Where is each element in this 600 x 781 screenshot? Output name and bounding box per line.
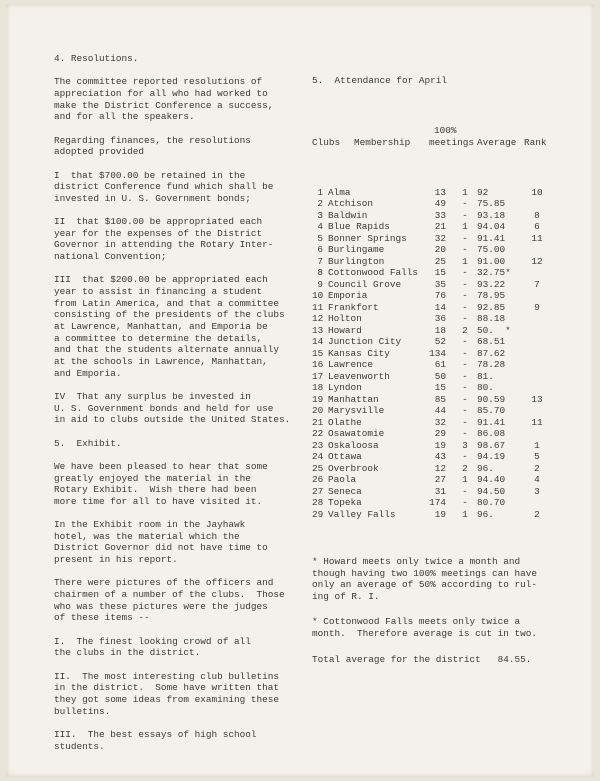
cell-meet: 2	[462, 462, 468, 474]
cell-mem: 15	[434, 267, 446, 279]
cell-avg: 78.95	[477, 290, 506, 302]
cell-rank: 4	[534, 474, 540, 486]
table-row	[312, 348, 572, 360]
cell-mem: 134	[429, 347, 446, 359]
cell-meet: -	[462, 244, 468, 256]
cell-num: 27	[312, 485, 324, 497]
cell-mem: 52	[434, 336, 446, 348]
table-row	[312, 394, 572, 406]
attendance-table	[312, 187, 572, 521]
cell-mem: 32	[434, 416, 446, 428]
cell-avg: 93.22	[477, 278, 506, 290]
cell-name: Ottawa	[328, 451, 362, 463]
cell-rank: 1	[534, 439, 540, 451]
cell-avg: 91.41	[477, 416, 506, 428]
cell-name: Alma	[328, 186, 351, 198]
cell-num: 20	[312, 405, 324, 417]
cell-name: Lyndon	[328, 382, 362, 394]
table-row	[312, 210, 572, 222]
cell-mem: 12	[434, 462, 446, 474]
table-row	[312, 371, 572, 383]
cell-avg: 75.85	[477, 198, 506, 210]
cell-meet: -	[462, 497, 468, 509]
cell-rank: 3	[534, 485, 540, 497]
cell-avg: 86.08	[477, 428, 506, 440]
paragraph: The committee reported resolutions of appreciation for all who had worked to make the District Conference a success, and for all the speakers.	[54, 76, 274, 123]
table-row	[312, 325, 572, 337]
cell-meet: -	[462, 209, 468, 221]
cell-num: 26	[312, 474, 324, 486]
cell-name: Council Grove	[328, 278, 402, 290]
table-header	[312, 109, 572, 165]
table-row	[312, 417, 572, 429]
cell-name: Baldwin	[328, 209, 368, 221]
paragraph: 5. Exhibit.	[54, 437, 122, 449]
cell-num: 7	[317, 255, 323, 267]
cell-meet: -	[462, 416, 468, 428]
paragraph: 4. Resolutions.	[54, 53, 139, 64]
cell-num: 2	[317, 198, 323, 210]
cell-name: Blue Rapids	[328, 221, 390, 233]
cell-meet: -	[462, 405, 468, 417]
cell-avg: 98.67	[477, 439, 506, 451]
paragraph: There were pictures of the officers and chairmen of a number of the clubs. Those who was these pictures were the judges of these items --	[54, 577, 285, 624]
cell-num: 15	[312, 347, 324, 359]
cell-num: 16	[312, 359, 324, 371]
footnotes	[312, 556, 572, 665]
cell-name: Lawrence	[328, 359, 374, 371]
cell-mem: 174	[429, 497, 446, 509]
cell-meet: -	[462, 198, 468, 210]
table-row	[312, 233, 572, 245]
cell-meet: -	[462, 359, 468, 371]
cell-name: Cottonwood Falls	[328, 267, 419, 279]
cell-mem: 85	[434, 393, 446, 405]
cell-name: Topeka	[328, 497, 362, 509]
cell-avg: 78.28	[477, 359, 506, 371]
cell-num: 12	[312, 313, 324, 325]
cell-avg: 92.85	[477, 301, 506, 313]
paragraph: II. The most interesting club bulletins in the district. Some have written that they got some ideas from examining these bulletins.	[54, 670, 280, 717]
cell-num: 19	[312, 393, 324, 405]
cell-meet: 2	[462, 324, 468, 336]
cell-num: 24	[312, 451, 324, 463]
cell-mem: 31	[434, 485, 446, 497]
cell-mem: 19	[434, 508, 446, 520]
cell-name: Kansas City	[328, 347, 390, 359]
cell-avg: 85.70	[477, 405, 506, 417]
cell-num: 18	[312, 382, 324, 394]
table-row	[312, 440, 572, 452]
cell-mem: 20	[434, 244, 446, 256]
cell-rank: 13	[531, 393, 543, 405]
cell-meet: -	[462, 485, 468, 497]
cell-rank: 12	[531, 255, 543, 267]
table-row	[312, 198, 572, 210]
cell-name: Valley Falls	[328, 508, 396, 520]
cell-meet: -	[462, 382, 468, 394]
cell-num: 13	[312, 324, 324, 336]
table-row	[312, 313, 572, 325]
cell-num: 23	[312, 439, 324, 451]
cell-mem: 76	[434, 290, 446, 302]
left-column	[54, 53, 290, 764]
cell-name: Leavenworth	[328, 370, 390, 382]
table-row	[312, 428, 572, 440]
table-row	[312, 359, 572, 371]
cell-num: 17	[312, 370, 324, 382]
cell-mem: 29	[434, 428, 446, 440]
table-row	[312, 302, 572, 314]
header-membership: Membership	[354, 136, 411, 148]
cell-meet: 3	[462, 439, 468, 451]
table-row	[312, 244, 572, 256]
cell-num: 11	[312, 301, 324, 313]
cell-avg: 88.18	[477, 313, 506, 325]
cell-rank: 11	[531, 416, 543, 428]
cell-meet: -	[462, 370, 468, 382]
cell-avg: 32.75*	[477, 267, 511, 279]
cell-rank: 7	[534, 278, 540, 290]
cell-name: Paola	[328, 474, 357, 486]
cell-meet: -	[462, 290, 468, 302]
cell-avg: 94.19	[477, 451, 506, 463]
cell-num: 28	[312, 497, 324, 509]
cell-meet: -	[462, 278, 468, 290]
header-100-percent: 100%	[434, 124, 457, 136]
cell-mem: 32	[434, 232, 446, 244]
cell-name: Overbrook	[328, 462, 379, 474]
cell-avg: 96.	[477, 508, 494, 520]
cell-mem: 19	[434, 439, 446, 451]
cell-meet: 1	[462, 508, 468, 520]
paragraph: I that $700.00 be retained in the district Conference fund which shall be invested in U. S. Government bonds;	[54, 169, 274, 204]
cell-num: 6	[317, 244, 323, 256]
cell-avg: 80.	[477, 382, 494, 394]
table-row	[312, 486, 572, 498]
cell-name: Burlington	[328, 255, 385, 267]
cell-meet: -	[462, 313, 468, 325]
cell-name: Marysville	[328, 405, 385, 417]
cell-avg: 91.41	[477, 232, 506, 244]
cell-rank: 5	[534, 451, 540, 463]
footnote: * Cottonwood Falls meets only twice a month. Therefore average is cut in two.	[312, 616, 538, 640]
cell-mem: 33	[434, 209, 446, 221]
table-row	[312, 405, 572, 417]
cell-num: 1	[317, 186, 323, 198]
table-row	[312, 279, 572, 291]
total-average: Total average for the district 84.55.	[312, 653, 532, 665]
paragraph: III that $200.00 be appropriated each year to assist in financing a student from Latin America, and that a committee consisting of the presidents of the clubs at Lawrence, Manhattan, and Emporia be a committee to determine the details, and that the students alternate annually at the schools in Lawrence, Manhattan, and Emporia.	[54, 274, 285, 379]
cell-name: Atchison	[328, 198, 374, 210]
cell-rank: 2	[534, 508, 540, 520]
cell-avg: 93.18	[477, 209, 506, 221]
paragraph: In the Exhibit room in the Jayhawk hotel, was the material which the District Governor did not have time to present in his report.	[54, 519, 268, 566]
cell-mem: 27	[434, 474, 446, 486]
cell-mem: 43	[434, 451, 446, 463]
cell-avg: 94.50	[477, 485, 506, 497]
attendance-title: 5. Attendance for April	[312, 75, 448, 86]
cell-avg: 87.62	[477, 347, 506, 359]
cell-rank: 6	[534, 221, 540, 233]
cell-name: Oskaloosa	[328, 439, 379, 451]
cell-mem: 14	[434, 301, 446, 313]
header-meetings: meetings	[429, 136, 475, 148]
header-clubs: Clubs	[312, 136, 341, 148]
cell-mem: 15	[434, 382, 446, 394]
cell-mem: 21	[434, 221, 446, 233]
cell-num: 29	[312, 508, 324, 520]
cell-num: 5	[317, 232, 323, 244]
cell-avg: 75.00	[477, 244, 506, 256]
cell-rank: 10	[531, 186, 543, 198]
cell-mem: 13	[434, 186, 446, 198]
paragraph: Regarding finances, the resolutions adopted provided	[54, 134, 251, 158]
cell-num: 3	[317, 209, 323, 221]
table-row	[312, 509, 572, 521]
paragraph: I. The finest looking crowd of all the clubs in the district.	[54, 635, 251, 659]
table-row	[312, 187, 572, 199]
cell-meet: 1	[462, 221, 468, 233]
cell-num: 8	[317, 267, 323, 279]
cell-name: Junction City	[328, 336, 402, 348]
cell-name: Manhattan	[328, 393, 379, 405]
cell-name: Seneca	[328, 485, 362, 497]
table-row	[312, 336, 572, 348]
cell-rank: 9	[534, 301, 540, 313]
cell-meet: 1	[462, 474, 468, 486]
table-row	[312, 290, 572, 302]
cell-mem: 25	[434, 255, 446, 267]
cell-num: 14	[312, 336, 324, 348]
cell-name: Burlingame	[328, 244, 385, 256]
cell-meet: -	[462, 451, 468, 463]
cell-meet: 1	[462, 186, 468, 198]
cell-num: 25	[312, 462, 324, 474]
cell-meet: -	[462, 428, 468, 440]
cell-avg: 91.00	[477, 255, 506, 267]
document-page	[6, 4, 594, 777]
cell-avg: 94.40	[477, 474, 506, 486]
cell-mem: 61	[434, 359, 446, 371]
cell-meet: -	[462, 267, 468, 279]
cell-avg: 92	[477, 186, 489, 198]
header-average: Average	[477, 136, 517, 148]
cell-mem: 18	[434, 324, 446, 336]
cell-avg: 81.	[477, 370, 494, 382]
table-row	[312, 497, 572, 509]
cell-num: 21	[312, 416, 324, 428]
cell-mem: 49	[434, 198, 446, 210]
cell-mem: 36	[434, 313, 446, 325]
cell-name: Osawatomie	[328, 428, 385, 440]
attendance-section	[312, 53, 572, 687]
table-row	[312, 463, 572, 475]
cell-mem: 35	[434, 278, 446, 290]
cell-name: Olathe	[328, 416, 362, 428]
cell-name: Holton	[328, 313, 362, 325]
cell-mem: 50	[434, 370, 446, 382]
cell-meet: -	[462, 301, 468, 313]
cell-avg: 68.51	[477, 336, 506, 348]
cell-meet: 1	[462, 255, 468, 267]
cell-num: 10	[312, 290, 324, 302]
footnote: * Howard meets only twice a month and though having two 100% meetings can have only an average of 50% according to rul- ing of R. I.	[312, 556, 538, 602]
cell-avg: 94.04	[477, 221, 506, 233]
table-row	[312, 382, 572, 394]
paragraph: III. The best essays of high school students.	[54, 728, 257, 752]
cell-avg: 96.	[477, 462, 494, 474]
cell-meet: -	[462, 393, 468, 405]
paragraph: IV That any surplus be invested in U. S. Government bonds and held for use in aid to clubs outside the United States.	[54, 390, 291, 426]
table-row	[312, 267, 572, 279]
cell-num: 22	[312, 428, 324, 440]
table-row	[312, 451, 572, 463]
cell-avg: 80.70	[477, 497, 506, 509]
table-row	[312, 256, 572, 268]
cell-name: Frankfort	[328, 301, 379, 313]
cell-name: Howard	[328, 324, 362, 336]
cell-meet: -	[462, 347, 468, 359]
cell-num: 4	[317, 221, 323, 233]
cell-name: Emporia	[328, 290, 368, 302]
paragraph: We have been pleased to hear that some greatly enjoyed the material in the Rotary Exhibit. Wish there had been more time for all to have visited it.	[54, 460, 268, 507]
cell-avg: 50. *	[477, 324, 511, 336]
cell-rank: 8	[534, 209, 540, 221]
paragraph: II that $100.00 be appropriated each year for the expenses of the District Governor in attending the Rotary Inter- national Convention;	[54, 216, 274, 263]
cell-avg: 90.59	[477, 393, 506, 405]
cell-meet: -	[462, 232, 468, 244]
cell-mem: 44	[434, 405, 446, 417]
cell-meet: -	[462, 336, 468, 348]
cell-num: 9	[317, 278, 323, 290]
header-rank: Rank	[524, 136, 547, 148]
table-row	[312, 221, 572, 233]
cell-name: Bonner Springs	[328, 232, 407, 244]
cell-rank: 11	[531, 232, 543, 244]
cell-rank: 2	[534, 462, 540, 474]
table-row	[312, 474, 572, 486]
